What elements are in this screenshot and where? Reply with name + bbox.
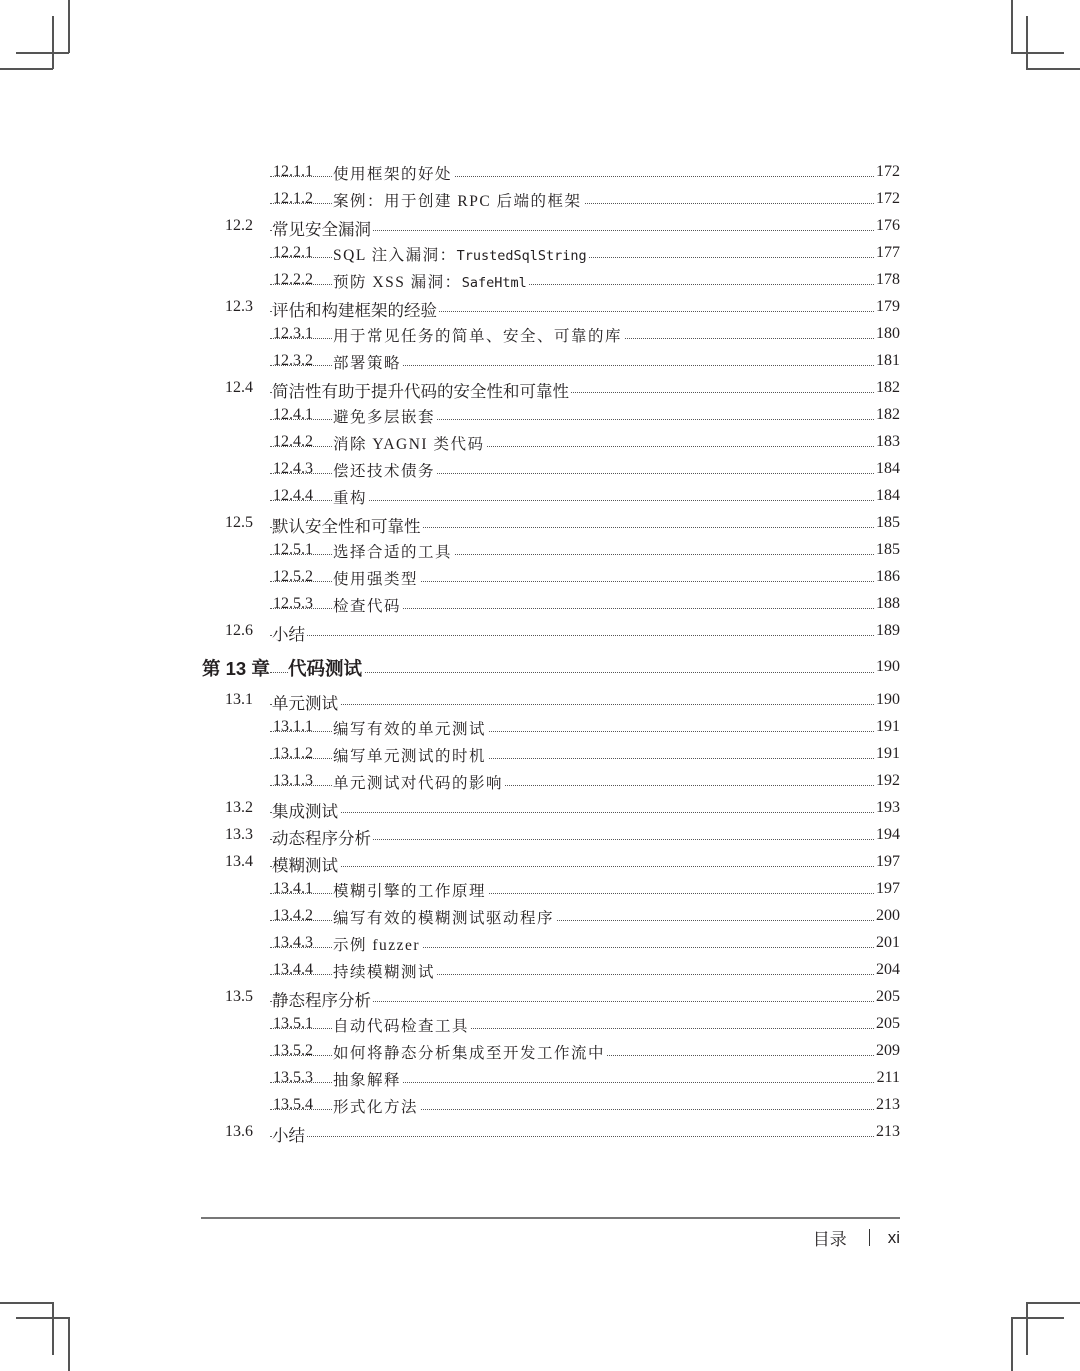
section-number: 13.4 bbox=[225, 853, 253, 870]
section-title bbox=[333, 270, 529, 292]
section-title: 部署策略 bbox=[333, 351, 403, 373]
section-number: 12.5.1 bbox=[273, 541, 313, 558]
code-identifier: SafeHtml bbox=[461, 275, 527, 291]
section-title: 编写有效的模糊测试驱动程序 bbox=[333, 906, 556, 928]
toc-entry[interactable] bbox=[0, 429, 1080, 456]
toc-entry[interactable] bbox=[0, 1011, 1080, 1038]
page-number: 182 bbox=[876, 379, 900, 396]
toc-entry[interactable] bbox=[0, 1092, 1080, 1119]
footer-page-number: xi bbox=[887, 1227, 900, 1247]
dot-leader bbox=[270, 704, 898, 705]
toc-entry[interactable] bbox=[0, 267, 1080, 294]
page-number: 211 bbox=[876, 1069, 900, 1086]
toc-entry[interactable] bbox=[0, 849, 1080, 876]
toc-entry[interactable] bbox=[0, 159, 1080, 186]
toc-entry[interactable] bbox=[0, 741, 1080, 768]
page-number: 177 bbox=[876, 244, 900, 261]
page-number: 185 bbox=[876, 541, 900, 558]
page-number: 204 bbox=[876, 961, 900, 978]
page-number: 181 bbox=[876, 352, 900, 369]
section-number: 13.1.1 bbox=[273, 718, 313, 735]
page-number: 184 bbox=[876, 487, 900, 504]
section-title: 用于常见任务的简单、安全、可靠的库 bbox=[333, 324, 624, 346]
section-number: 13.4.1 bbox=[273, 880, 313, 897]
section-number: 13.1.3 bbox=[273, 772, 313, 789]
section-title: 使用强类型 bbox=[333, 567, 420, 589]
section-number: 13.2 bbox=[225, 799, 253, 816]
page-number: 184 bbox=[876, 460, 900, 477]
section-number: 12.5.2 bbox=[273, 568, 313, 585]
dot-leader bbox=[270, 672, 898, 673]
section-title: 案例：用于创建 RPC 后端的框架 bbox=[333, 189, 584, 211]
toc-entry[interactable] bbox=[0, 186, 1080, 213]
dot-leader bbox=[270, 812, 898, 813]
toc-entry[interactable] bbox=[0, 687, 1080, 714]
section-title: 自动代码检查工具 bbox=[333, 1014, 471, 1036]
page-number: 205 bbox=[876, 1015, 900, 1032]
section-number: 13.1.2 bbox=[273, 745, 313, 762]
section-number: 12.5.3 bbox=[273, 595, 313, 612]
toc-entry[interactable] bbox=[0, 402, 1080, 429]
page-number: 172 bbox=[876, 190, 900, 207]
section-number: 12.2.1 bbox=[273, 244, 313, 261]
section-number: 12.4.1 bbox=[273, 406, 313, 423]
footer-separator bbox=[869, 1229, 870, 1246]
section-number: 12.3.2 bbox=[273, 352, 313, 369]
page-number: 180 bbox=[876, 325, 900, 342]
section-title: 示例 fuzzer bbox=[333, 933, 422, 955]
section-title: 编写有效的单元测试 bbox=[333, 717, 488, 739]
toc-entry[interactable] bbox=[0, 795, 1080, 822]
page-footer bbox=[813, 1225, 900, 1250]
toc-entry[interactable] bbox=[0, 1038, 1080, 1065]
page-number: 185 bbox=[876, 514, 900, 531]
toc-entry[interactable] bbox=[0, 240, 1080, 267]
page-number: 176 bbox=[876, 217, 900, 234]
toc-entry[interactable] bbox=[0, 876, 1080, 903]
toc-entry[interactable] bbox=[0, 348, 1080, 375]
toc-entry[interactable] bbox=[0, 930, 1080, 957]
page-number: 209 bbox=[876, 1042, 900, 1059]
page-number: 178 bbox=[876, 271, 900, 288]
section-number: 13.5.4 bbox=[273, 1096, 313, 1113]
section-title: 默认安全性和可靠性 bbox=[272, 513, 423, 537]
section-number: 12.3 bbox=[225, 298, 253, 315]
page-number: 213 bbox=[876, 1123, 900, 1140]
page-number: 186 bbox=[876, 568, 900, 585]
toc-entry[interactable] bbox=[0, 768, 1080, 795]
section-number: 12.4 bbox=[225, 379, 253, 396]
page-number: 201 bbox=[876, 934, 900, 951]
section-title: 静态程序分析 bbox=[272, 987, 373, 1011]
title-text: SQL 注入漏洞： bbox=[333, 247, 457, 264]
section-title: 小结 bbox=[272, 1122, 307, 1146]
section-title bbox=[333, 243, 589, 265]
section-number: 13.4.4 bbox=[273, 961, 313, 978]
section-title: 集成测试 bbox=[272, 798, 340, 822]
page-number: 190 bbox=[876, 691, 900, 708]
section-number: 12.5 bbox=[225, 514, 253, 531]
toc-entry[interactable] bbox=[0, 483, 1080, 510]
toc-entry[interactable] bbox=[0, 564, 1080, 591]
dot-leader bbox=[270, 635, 898, 636]
section-number: 13.6 bbox=[225, 1123, 253, 1140]
section-title: 选择合适的工具 bbox=[333, 540, 454, 562]
section-title: 形式化方法 bbox=[333, 1095, 420, 1117]
page-number: 197 bbox=[876, 880, 900, 897]
section-number: 13.3 bbox=[225, 826, 253, 843]
section-number: 13.5 bbox=[225, 988, 253, 1005]
section-number: 12.1.1 bbox=[273, 163, 313, 180]
toc-entry[interactable] bbox=[0, 375, 1080, 402]
section-title: 偿还技术债务 bbox=[333, 459, 437, 481]
section-title: 单元测试 bbox=[272, 690, 340, 714]
section-number: 12.4.4 bbox=[273, 487, 313, 504]
toc-entry[interactable] bbox=[0, 903, 1080, 930]
section-number: 13.1 bbox=[225, 691, 253, 708]
section-title: 避免多层嵌套 bbox=[333, 405, 437, 427]
toc-entry[interactable] bbox=[0, 984, 1080, 1011]
toc-entry[interactable] bbox=[0, 714, 1080, 741]
page-number: 191 bbox=[876, 745, 900, 762]
section-title: 模糊测试 bbox=[272, 852, 340, 876]
section-number: 13.4.3 bbox=[273, 934, 313, 951]
section-number: 12.4.3 bbox=[273, 460, 313, 477]
section-title: 如何将静态分析集成至开发工作流中 bbox=[333, 1041, 607, 1063]
section-title: 模糊引擎的工作原理 bbox=[333, 879, 488, 901]
section-title: 使用框架的好处 bbox=[333, 162, 454, 184]
section-title: 简洁性有助于提升代码的安全性和可靠性 bbox=[272, 378, 571, 402]
toc-entry[interactable] bbox=[0, 591, 1080, 618]
section-number: 12.1.2 bbox=[273, 190, 313, 207]
section-number: 13.4.2 bbox=[273, 907, 313, 924]
dot-leader bbox=[270, 1136, 898, 1137]
chapter-number: 第 13 章 bbox=[202, 658, 270, 679]
toc-chapter-entry[interactable] bbox=[0, 654, 1080, 681]
section-title: 消除 YAGNI 类代码 bbox=[333, 432, 486, 454]
page-number: 190 bbox=[876, 658, 900, 675]
section-number: 13.5.2 bbox=[273, 1042, 313, 1059]
section-title: 动态程序分析 bbox=[272, 825, 373, 849]
section-number: 12.2.2 bbox=[273, 271, 313, 288]
toc-entry[interactable] bbox=[0, 1065, 1080, 1092]
toc-entry[interactable] bbox=[0, 822, 1080, 849]
page-number: 193 bbox=[876, 799, 900, 816]
code-identifier: TrustedSqlString bbox=[456, 248, 587, 264]
toc-entry[interactable] bbox=[0, 456, 1080, 483]
section-title: 重构 bbox=[333, 486, 369, 508]
section-title: 评估和构建框架的经验 bbox=[272, 297, 439, 321]
page-number: 205 bbox=[876, 988, 900, 1005]
page-number: 183 bbox=[876, 433, 900, 450]
toc-entry[interactable] bbox=[0, 618, 1080, 645]
page-number: 194 bbox=[876, 826, 900, 843]
page-number: 213 bbox=[876, 1096, 900, 1113]
chapter-title: 代码测试 bbox=[288, 655, 364, 681]
footer-rule bbox=[201, 1217, 900, 1219]
dot-leader bbox=[270, 866, 898, 867]
section-title: 单元测试对代码的影响 bbox=[333, 771, 505, 793]
section-title: 小结 bbox=[272, 621, 307, 645]
section-title: 检查代码 bbox=[333, 594, 403, 616]
page-number: 182 bbox=[876, 406, 900, 423]
page-number: 191 bbox=[876, 718, 900, 735]
section-title: 持续模糊测试 bbox=[333, 960, 437, 982]
section-number: 13.5.1 bbox=[273, 1015, 313, 1032]
section-number: 12.4.2 bbox=[273, 433, 313, 450]
toc-entry[interactable] bbox=[0, 510, 1080, 537]
page-number: 179 bbox=[876, 298, 900, 315]
page-number: 192 bbox=[876, 772, 900, 789]
toc-entry[interactable] bbox=[0, 213, 1080, 240]
section-number: 12.6 bbox=[225, 622, 253, 639]
toc-entry[interactable] bbox=[0, 294, 1080, 321]
page-number: 197 bbox=[876, 853, 900, 870]
section-number: 12.3.1 bbox=[273, 325, 313, 342]
page-number: 200 bbox=[876, 907, 900, 924]
toc-entry[interactable] bbox=[0, 1119, 1080, 1146]
section-title: 抽象解释 bbox=[333, 1068, 403, 1090]
footer-section-label: 目录 bbox=[812, 1230, 847, 1249]
section-title: 编写单元测试的时机 bbox=[333, 744, 488, 766]
title-text: 预防 XSS 漏洞： bbox=[333, 274, 462, 291]
section-title: 常见安全漏洞 bbox=[272, 216, 373, 240]
toc-entry[interactable] bbox=[0, 321, 1080, 348]
toc-entry[interactable] bbox=[0, 537, 1080, 564]
page-number: 189 bbox=[876, 622, 900, 639]
section-number: 13.5.3 bbox=[273, 1069, 313, 1086]
section-number: 12.2 bbox=[225, 217, 253, 234]
page-number: 172 bbox=[876, 163, 900, 180]
toc-entry[interactable] bbox=[0, 957, 1080, 984]
page-number: 188 bbox=[876, 595, 900, 612]
